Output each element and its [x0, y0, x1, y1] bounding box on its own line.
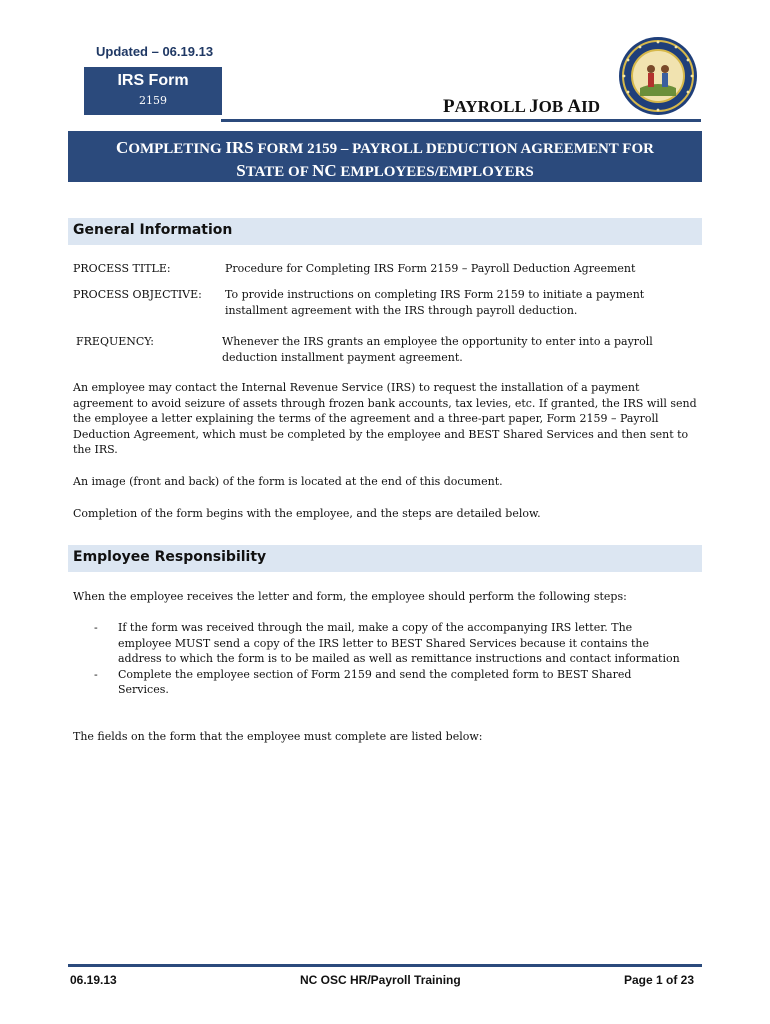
employee-responsibility-header	[68, 545, 702, 572]
footer-date: 06.19.13	[70, 973, 117, 987]
bullet-dash: -	[94, 621, 98, 634]
completion-note: Completion of the form begins with the employee, and the steps are detailed below.	[73, 507, 541, 520]
title-text-3: TATE OF	[245, 164, 313, 180]
irs-form-badge	[84, 67, 222, 115]
title-text-4: EMPLOYEES/EMPLOYERS	[336, 164, 534, 180]
document-title-banner	[68, 131, 702, 182]
job-aid-cap-p: P	[443, 96, 455, 117]
title-text-2: FORM 2159 – PAYROLL DEDUCTION AGREEMENT FOR	[253, 141, 654, 157]
job-aid-cap-j: J	[529, 96, 539, 117]
general-information-header	[68, 218, 702, 245]
frequency-label: FREQUENCY:	[76, 335, 154, 348]
frequency-value: Whenever the IRS grants an employee the opportunity to enter into a payroll deduction installment payment agreement.	[222, 335, 653, 364]
employee-steps-list	[94, 620, 684, 698]
process-objective-label: PROCESS OBJECTIVE:	[73, 288, 202, 301]
footer-center: NC OSC HR/Payroll Training	[300, 973, 461, 987]
irs-form-badge-number: 2159	[139, 94, 167, 107]
intro-paragraph: An employee may contact the Internal Revenue Service (IRS) to request the installation of a payment agreement to avoid seizure of assets through frozen bank accounts, tax levies, etc. If granted, the IRS will send the employee a letter explaining the terms of the agreement and a three-part paper, Form 2159 – Payroll Deduction Agreement, which must be completed by the employee and BEST Shared Services and then sent to the IRS.	[73, 381, 697, 456]
list-item-text: Complete the employee section of Form 2159 and send the completed form to BEST Shared Services.	[118, 667, 632, 696]
irs-form-badge-title: IRS Form	[117, 72, 189, 89]
job-aid-rest-2: OB	[538, 97, 568, 116]
title-cap-s: S	[236, 161, 246, 180]
process-objective-value: To provide instructions on completing IRS Form 2159 to initiate a payment installment agreement with the IRS through payroll deduction.	[225, 288, 645, 317]
title-irs: IRS	[225, 138, 254, 157]
state-controller-seal-icon	[618, 36, 698, 116]
title-line-1	[68, 137, 702, 160]
header-rule	[221, 119, 701, 122]
title-cap-c: C	[116, 138, 129, 157]
title-text-1: OMPLETING	[128, 141, 226, 157]
job-aid-rest-3: ID	[581, 97, 601, 116]
payroll-job-aid-title	[443, 96, 600, 118]
employee-responsibility-heading: Employee Responsibility	[73, 549, 267, 565]
title-line-2	[68, 160, 702, 183]
title-nc: NC	[312, 161, 337, 180]
footer-page-number: Page 1 of 23	[624, 973, 695, 987]
form-image-note: An image (front and back) of the form is located at the end of this document.	[73, 475, 503, 488]
list-item-text: If the form was received through the mail, make a copy of the accompanying IRS letter. The employee MUST send a copy of the IRS letter to BEST Shared Services because it contains the address to which the form is to be mailed as well as remittance instructions and contact information	[118, 621, 680, 665]
list-item	[94, 620, 684, 667]
updated-date: Updated – 06.19.13	[96, 44, 214, 59]
process-title-value: Procedure for Completing IRS Form 2159 – Payroll Deduction Agreement	[225, 262, 636, 275]
job-aid-rest-1: AYROLL	[454, 97, 530, 116]
footer-rule	[68, 964, 702, 967]
general-information-heading: General Information	[73, 222, 233, 238]
process-title-label: PROCESS TITLE:	[73, 262, 171, 275]
bullet-dash: -	[94, 667, 98, 681]
job-aid-cap-a: A	[567, 96, 582, 117]
employee-outro: The fields on the form that the employee must complete are listed below:	[73, 730, 483, 743]
list-item	[94, 667, 684, 698]
employee-intro: When the employee receives the letter and form, the employee should perform the following steps:	[73, 590, 627, 603]
